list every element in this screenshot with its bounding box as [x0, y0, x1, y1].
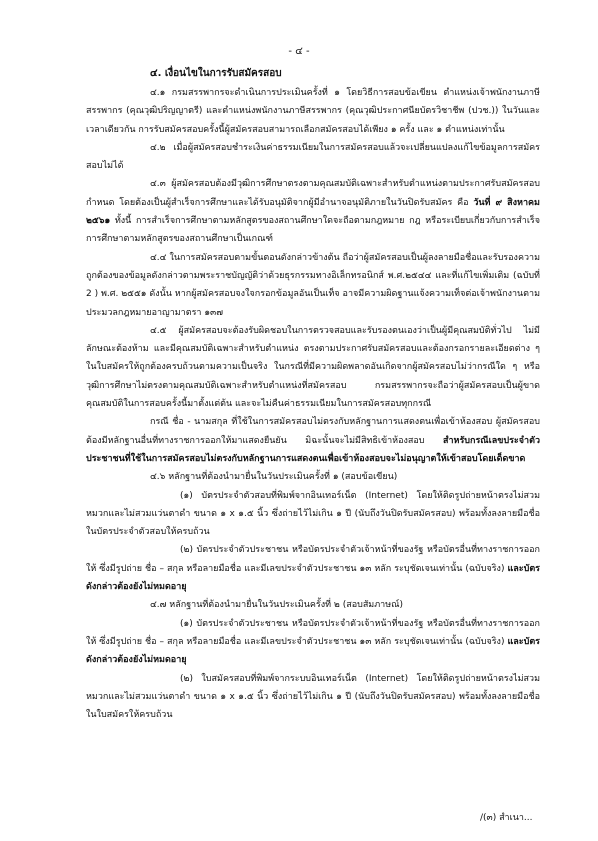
- paragraph-4-3: [86, 175, 540, 248]
- paragraph-4-7: ๔.๗ หลักฐานที่ต้องนำมายื่นในวันประเมินครั้งที่ ๒ (สอบสัมภาษณ์): [150, 600, 404, 611]
- paragraph-4-6-2: [86, 541, 540, 596]
- document-body: [86, 84, 540, 724]
- card-valid-note-2: และบัตรดังกล่าวต้องยังไม่หมดอายุ: [86, 636, 540, 666]
- paragraph-4-7-2: (๒) ใบสมัครสอบที่พิมพ์จากระบบอินเทอร์เน็ต (Internet) โดยให้ติดรูปถ่ายหน้าตรงไม่สวมหมวกและไม่สวมแว่นตาดำ ขนาด ๑ x ๑.๕ นิ้ว ซึ่งถ่ายไว้ไม่เกิน ๑ ปี (นับถึงวันปิดรับสมัครสอบ) พร้อมทั้งลงลายมือชื่อในใบสมัครให้ครบถ้วน: [86, 673, 540, 721]
- page-number: - ๔ -: [288, 46, 310, 57]
- paragraph-4-1: ๔.๑ กรมสรรพากรจะดำเนินการประเมินครั้งที่ ๑ โดยวิธีการสอบข้อเขียน ตำแหน่งเจ้าพนักงานภาษีสรรพากร (คุณวุฒิปริญญาตรี) และตำแหน่งพนักงานภาษีสรรพากร (คุณวุฒิประกาศนียบัตรวิชาชีพ (ปวช.)) ในวันและเวลาเดียวกัน การรับสมัครสอบครั้งนี้ผู้สมัครสอบสามารถเลือกสมัครสอบได้เพียง ๑ ครั้ง และ ๑ ตำแหน่งเท่านั้น: [86, 88, 540, 135]
- paragraph-name-case: [86, 413, 540, 468]
- paragraph-4-3-text-c: ทั้งนี้ การสำเร็จการศึกษาตามหลักสูตรของสถานศึกษาใดจะถือตามกฎหมาย กฎ หรือระเบียบเกี่ยวกับการสำเร็จการศึกษาตามหลักสูตรของสถานศึกษาเป็นเกณฑ์: [86, 216, 540, 245]
- paragraph-4-7-1-text: (๑) บัตรประจำตัวประชาชน หรือบัตรประจำตัวเจ้าหน้าที่ของรัฐ หรือบัตรอื่นที่ทางราชการออกให้ ซึ่งมีรูปถ่าย ชื่อ – สกุล หรือลายมือชื่อ และมีเลขประจำตัวประชาชน ๑๓ หลัก ระบุชัดเจนเท่านั้น (ฉบับจริง): [86, 618, 540, 647]
- paragraph-4-6: ๔.๖ หลักฐานที่ต้องนำมายื่นในวันประเมินครั้งที่ ๑ (สอบข้อเขียน): [150, 472, 398, 483]
- paragraph-4-6-1: (๑) บัตรประจำตัวสอบที่พิมพ์จากอินเทอร์เน็ต (Internet) โดยให้ติดรูปถ่ายหน้าตรงไม่สวมหมวกและไม่สวมแว่นตาดำ ขนาด ๑ x ๑.๕ นิ้ว ซึ่งถ่ายไว้ไม่เกิน ๑ ปี (นับถึงวันปิดรับสมัครสอบ) พร้อมทั้งลงลายมือชื่อในบัตรประจำตัวสอบให้ครบถ้วน: [86, 490, 540, 538]
- paragraph-4-4: ๔.๔ ในการสมัครสอบตามขั้นตอนดังกล่าวข้างต้น ถือว่าผู้สมัครสอบเป็นผู้ลงลายมือชื่อและรับรองความถูกต้องของข้อมูลดังกล่าวตามพระราชบัญญัติว่าด้วยธุรกรรมทางอิเล็กทรอนิกส์ พ.ศ.๒๕๔๔ และที่แก้ไขเพิ่มเติม (ฉบับที่ 2 ) พ.ศ. ๒๕๕๑ ดังนั้น หากผู้สมัครสอบจงใจกรอกข้อมูลอันเป็นเท็จ อาจมีความผิดฐานแจ้งความเท็จต่อเจ้าพนักงานตามประมวลกฎหมายอาญามาตรา ๑๓๗: [86, 252, 540, 318]
- section-heading: ๔. เงื่อนไขในการรับสมัครสอบ: [150, 68, 282, 79]
- card-valid-note-1: และบัตรดังกล่าวต้องยังไม่หมดอายุ: [86, 563, 540, 593]
- name-case-text: กรณี ชื่อ - นามสกุล ที่ใช้ในการสมัครสอบไม่ตรงกับหลักฐานการแสดงตนเพื่อเข้าห้องสอบ ผู้สมัครสอบต้องมีหลักฐานอื่นที่ทางราชการออกให้มาแสดงยืนยัน มิฉะนั้นจะไม่มีสิทธิเข้าห้องสอบ: [86, 417, 540, 446]
- closing-date: วันที่ ๙ สิงหาคม ๒๕๖๑: [86, 197, 540, 227]
- continuation-footer: /(๓) สำเนา...: [480, 813, 533, 823]
- paragraph-4-3-text-a: ๔.๓ ผู้สมัครสอบต้องมีวุฒิการศึกษาตรงตามคุณสมบัติเฉพาะสำหรับตำแหน่งตามประกาศรับสมัครสอบกำหนด โดยต้องเป็นผู้สำเร็จการศึกษาและได้รับอนุมัติจากผู้มีอำนาจอนุมัติภายในวันปิดรับสมัคร คือ: [86, 179, 540, 208]
- id-mismatch-warning: สำหรับกรณีเลขประจำตัวประชาชนที่ใช้ในการสมัครสอบไม่ตรงกับหลักฐานการแสดงตนเพื่อเข้าห้องสอบจะไม่อนุญาตให้เข้าสอบโดยเด็ดขาด: [86, 435, 540, 464]
- paragraph-4-5: ๔.๕ ผู้สมัครสอบจะต้องรับผิดชอบในการตรวจสอบและรับรองตนเองว่าเป็นผู้มีคุณสมบัติทั่วไป ไม่มีลักษณะต้องห้าม และมีคุณสมบัติเฉพาะสำหรับตำแหน่ง ตรงตามประกาศรับสมัครสอบและต้องกรอกรายละเอียดต่าง ๆ ในใบสมัครให้ถูกต้องครบถ้วนตามความเป็นจริง ในกรณีที่มีความผิดพลาดอันเกิดจากผู้สมัครสอบไม่ว่ากรณีใด ๆ หรือวุฒิการศึกษาไม่ตรงตามคุณสมบัติเฉพาะสำหรับตำแหน่งที่สมัครสอบ กรมสรรพากรจะถือว่าผู้สมัครสอบเป็นผู้ขาดคุณสมบัติในการสอบครั้งนี้มาตั้งแต่ต้น และจะไม่คืนค่าธรรมเนียมในการสมัครสอบทุกกรณี: [86, 325, 540, 410]
- paragraph-4-2: ๔.๒ เมื่อผู้สมัครสอบชำระเงินค่าธรรมเนียมในการสมัครสอบแล้วจะเปลี่ยนแปลงแก้ไขข้อมูลการสมัครสอบไม่ได้: [86, 142, 540, 172]
- paragraph-4-6-2-text: (๒) บัตรประจำตัวประชาชน หรือบัตรประจำตัวเจ้าหน้าที่ของรัฐ หรือบัตรอื่นที่ทางราชการออกให้ ซึ่งมีรูปถ่าย ชื่อ – สกุล หรือลายมือชื่อ และมีเลขประจำตัวประชาชน ๑๓ หลัก ระบุชัดเจนเท่านั้น (ฉบับจริง): [86, 545, 540, 574]
- paragraph-4-7-1: [86, 615, 540, 670]
